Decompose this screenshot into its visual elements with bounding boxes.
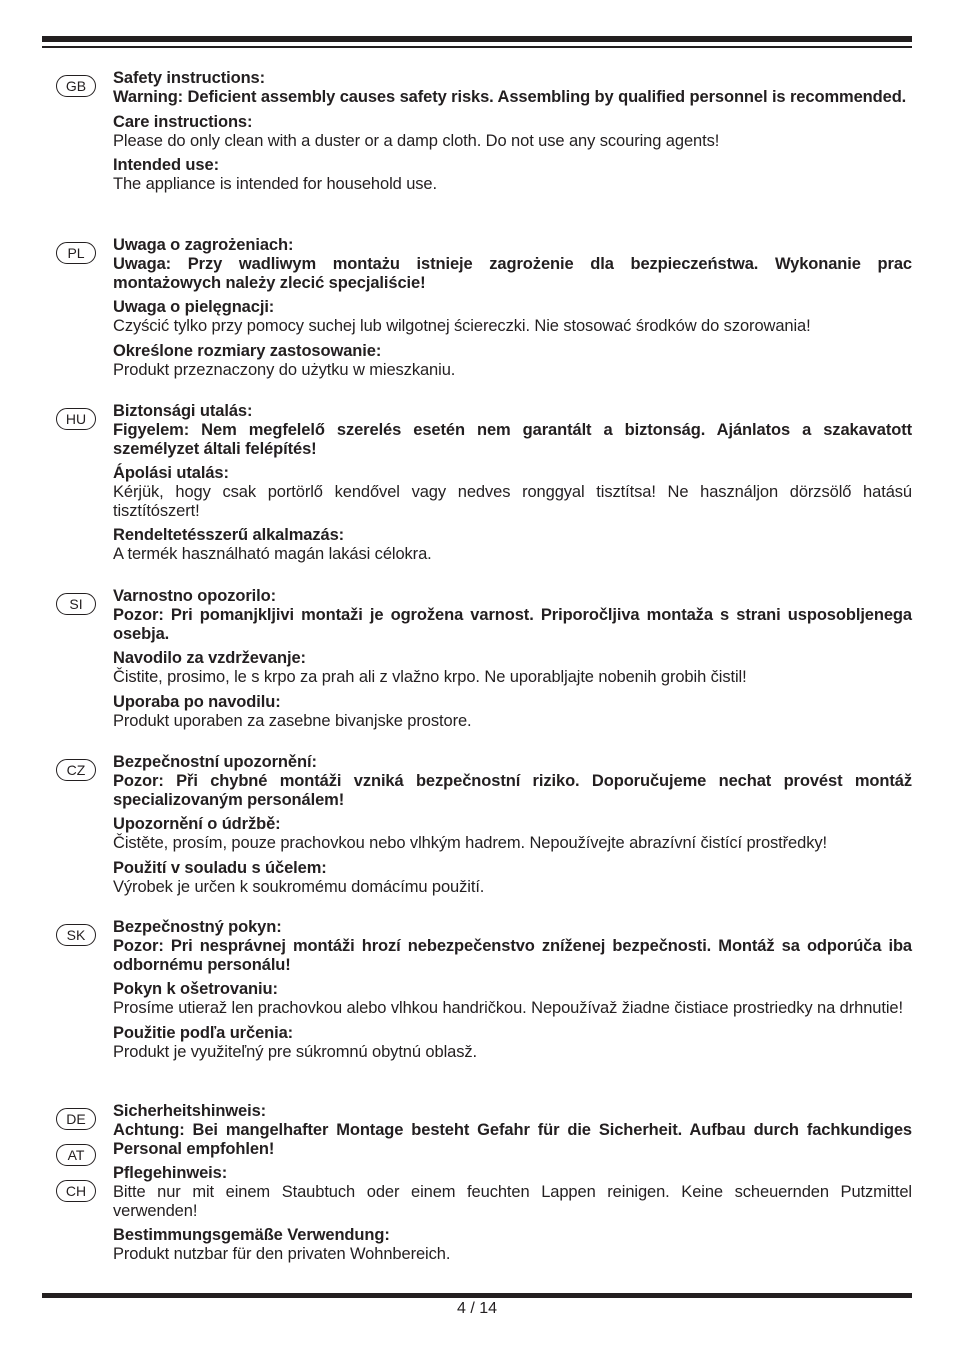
language-badges — [56, 593, 98, 629]
language-badges — [56, 759, 98, 795]
instruction-block — [113, 156, 912, 194]
instruction-block — [113, 69, 912, 107]
instruction-heading: Sicherheitshinweis: — [113, 1102, 267, 1120]
instruction-heading: Uwaga o zagrożeniach: — [113, 236, 294, 254]
instruction-block — [113, 918, 912, 974]
section-content — [113, 753, 912, 902]
instruction-text: Produkt uporaben za zasebne bivanjske prostore. — [113, 711, 472, 730]
instruction-block — [113, 1226, 912, 1264]
language-badges — [56, 242, 98, 278]
instruction-block — [113, 815, 912, 853]
instruction-heading: Rendeltetésszerű alkalmazás: — [113, 526, 345, 544]
language-badge: HU — [56, 408, 96, 430]
instruction-text: Čistěte, prosím, pouze prachovkou nebo vlhkým hadrem. Nepoužívejte abrazívní čistící prostředky! — [113, 834, 827, 852]
instruction-text: Produkt nutzbar für den privaten Wohnbereich. — [113, 1245, 451, 1263]
instruction-text: The appliance is intended for household use. — [113, 175, 437, 193]
instruction-heading: Biztonsági utalás: — [113, 402, 253, 420]
section-content — [113, 918, 912, 1067]
instruction-block — [113, 236, 912, 292]
instruction-block — [113, 1024, 912, 1062]
language-badge: CH — [56, 1180, 96, 1202]
warning-text: Achtung: Bei mangelhafter Montage besteht Gefahr für die Sicherheit. Aufbau durch fachkundiges Personal empfohlen! — [113, 1121, 912, 1158]
instruction-heading: Bestimmungsgemäße Verwendung: — [113, 1226, 390, 1244]
instruction-heading: Použití v souladu s účelem: — [113, 858, 327, 877]
instruction-text: Please do only clean with a duster or a damp cloth. Do not use any scouring agents! — [113, 131, 720, 150]
warning-text: Warning: Deficient assembly causes safety risks. Assembling by qualified personnel is recommended. — [113, 88, 907, 106]
language-badge: SK — [56, 924, 96, 946]
instruction-heading: Intended use: — [113, 156, 219, 174]
section-content — [113, 402, 912, 570]
instruction-text: Prosíme utieraž len prachovkou alebo vlhkou handričkou. Nepoužívaž žiadne čistiace prostriedky na drhnutie! — [113, 999, 903, 1017]
language-badge: CZ — [56, 759, 96, 781]
instruction-heading: Safety instructions: — [113, 69, 266, 87]
language-badges — [56, 924, 98, 960]
instruction-heading: Použitie podľa určenia: — [113, 1023, 294, 1042]
instruction-block — [113, 1164, 912, 1220]
instruction-text: Czyścić tylko przy pomocy suchej lub wilgotnej ściereczki. Nie stosować środków do szorowania! — [113, 317, 811, 335]
top-rule-thin — [42, 46, 912, 48]
instruction-block — [113, 298, 912, 336]
language-badges — [56, 1108, 98, 1216]
section-content — [113, 1102, 912, 1270]
instruction-heading: Uwaga o pielęgnacji: — [113, 298, 275, 316]
section-content — [113, 69, 912, 200]
instruction-text: Kérjük, hogy csak portörlő kendővel vagy nedves ronggyal tisztítsa! Ne használjon dörzsölő hatású tisztítószert! — [113, 483, 912, 520]
instruction-heading: Care instructions: — [113, 112, 253, 131]
instruction-block — [113, 113, 912, 151]
language-badge: SI — [56, 593, 96, 615]
language-badges — [56, 408, 98, 444]
instruction-block — [113, 980, 912, 1018]
instruction-block — [113, 342, 912, 380]
instruction-heading: Pokyn k ošetrovaniu: — [113, 980, 278, 998]
warning-text: Figyelem: Nem megfelelő szerelés esetén nem garantált a biztonság. Ajánlatos a szakavatott személyzet általi felépítés! — [113, 421, 912, 458]
language-badge: GB — [56, 75, 96, 97]
instruction-block — [113, 464, 912, 520]
instruction-block — [113, 1102, 912, 1158]
language-badge: DE — [56, 1108, 96, 1130]
language-badge: PL — [56, 242, 96, 264]
instruction-heading: Navodilo za vzdrževanje: — [113, 649, 306, 667]
instruction-heading: Bezpečnostný pokyn: — [113, 918, 282, 936]
instruction-block — [113, 402, 912, 458]
language-badges — [56, 75, 98, 111]
instruction-text: Produkt przeznaczony do użytku w mieszkaniu. — [113, 360, 456, 379]
instruction-heading: Uporaba po navodilu: — [113, 692, 281, 711]
instruction-block — [113, 587, 912, 643]
warning-text: Pozor: Pri nesprávnej montáži hrozí nebezpečenstvo zníženej bezpečnosti. Montáž sa odporúča iba odbornému personálu! — [113, 937, 912, 974]
warning-text: Pozor: Pri pomanjkljivi montaži je ogrožena varnost. Priporočljiva montaža s strani usposobljenega osebja. — [113, 606, 912, 643]
instruction-block — [113, 649, 912, 687]
instruction-text: Čistite, prosimo, le s krpo za prah ali z vlažno krpo. Ne uporabljajte nobenih grobih čistil! — [113, 668, 747, 686]
instruction-text: Produkt je využiteľný pre súkromnú obytnú oblasž. — [113, 1042, 478, 1061]
instruction-heading: Określone rozmiary zastosowanie: — [113, 341, 382, 360]
top-rule — [42, 36, 912, 42]
instruction-block — [113, 526, 912, 564]
instruction-block — [113, 693, 912, 731]
instruction-block — [113, 859, 912, 897]
instruction-heading: Bezpečnostní upozornění: — [113, 753, 317, 771]
section-content — [113, 587, 912, 736]
section-content — [113, 236, 912, 385]
language-badge: AT — [56, 1144, 96, 1166]
instruction-heading: Pflegehinweis: — [113, 1164, 228, 1182]
warning-text: Uwaga: Przy wadliwym montażu istnieje zagrożenie dla bezpieczeństwa. Wykonanie prac montażowych należy zlecić specjaliście! — [113, 255, 912, 292]
instruction-block — [113, 753, 912, 809]
warning-text: Pozor: Při chybné montáži vzniká bezpečnostní riziko. Doporučujeme nechat provést montáž specializovaným personálem! — [113, 772, 912, 809]
instruction-heading: Upozornění o údržbě: — [113, 815, 281, 833]
instruction-text: Výrobek je určen k soukromému domácímu použití. — [113, 877, 485, 896]
instruction-heading: Varnostno opozorilo: — [113, 587, 276, 605]
instruction-text: A termék használható magán lakási célokra. — [113, 545, 432, 563]
instruction-text: Bitte nur mit einem Staubtuch oder einem feuchten Lappen reinigen. Keine scheuernden Putzmittel verwenden! — [113, 1183, 912, 1220]
bottom-rule — [42, 1293, 912, 1298]
instruction-heading: Ápolási utalás: — [113, 464, 229, 482]
page-number: 4 / 14 — [456, 1300, 498, 1317]
